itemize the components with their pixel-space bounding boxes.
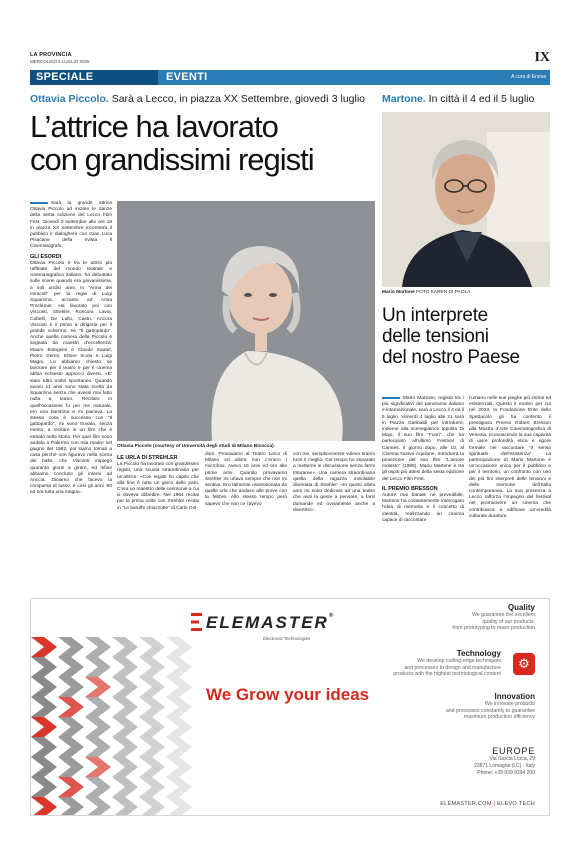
martone-portrait-illustration (382, 112, 550, 287)
pattern-chevron (58, 797, 84, 816)
feature-quality: Quality We guarantee the excellent quality of our products, from prototyping to mass production (452, 603, 535, 631)
column-1-body: Ottavia Piccolo è tra le attrici più raffinate del mondo teatrale e cinematografico italiano, ha debuttato sulle scene quando era giovanissima, a soli undici anni, in “Anna dei miracoli” per la regia di Luigi Squarzina, accanto ad Anna Proclemer. Ha lavorato poi con Visconti, Strehler, Ronconi, Lavia, Cobelli, De Lullo, Castri. Ancora Visconti è il primo a dirigerla per il grande schermo, ne “Il gattopardo”. Anche quella carriera della Piccolo è segnata da maestri d’eccellenza: Mauro Bolognini e Claude Sautet, Pietro Germi, Ettore Scola e Luigi Magni. Lo abbiamo chiesto se lavorare per il teatro e per il cinema abbia richiesto approcci diversi. «È’ stato tutto molto spontaneo. Quando avevo 11 anni sono stata scelta da Squarzina senza che avessi mai fatto nulla a teatro. Recitare in quell’occasione fu per me naturale, ero una bambina e mi piaceva. La stessa cosa è successa con “Il gattopardo”, mi sono trovata, senza merito, a recitare in un film che è entrato nella storia. Per quel film sono andata a Palermo con mia madre nel giugno del 1962, poi siamo tornati a casa perché non figuravo nella scena del ballo, che Visconti impiegò quaranta giorni a girare, ed infine abbiamo concluso gli interni ad Ariccia. Diciamo che facevo la comparsa di lusso, è così gli anni ‘60 ed era tutta una magia». (30, 260, 112, 496)
pattern-chevron (166, 677, 192, 697)
pattern-chevron (166, 697, 192, 717)
right-headline-line-1: Un interprete (382, 305, 488, 326)
elemaster-logo-text: ELEMASTER® (206, 613, 336, 632)
pattern-chevron (31, 797, 57, 816)
pattern-chevron (166, 757, 192, 777)
pattern-chevron (139, 717, 165, 737)
headline-line-1: L’attrice ha lavorato (30, 109, 278, 144)
pattern-chevron (112, 737, 138, 757)
subhead-bresson: IL PREMIO BRESSON (382, 485, 438, 492)
ad-link-elevo[interactable]: ELEVO.TECH (497, 801, 535, 807)
intro-text: Sarà la grande attrice Ottavia Piccolo ad inizare le danze della sesta edizione del Lecco Film Fest. Giovedì 3 settembre alle ore 18 in piazza XX settembre incontrerà il pubblico e dialogherà con Gian Luca Pisacane della rivista Il Cinematografo. (30, 201, 112, 250)
technology-chip-icon: ⚙ (513, 653, 535, 675)
left-article-column-4 (293, 452, 375, 514)
pattern-chevron (58, 637, 84, 657)
elemaster-advertisement[interactable] (30, 598, 550, 816)
main-photo-caption: Ottavia Piccolo (courtesy of Università degli studi di Milano Bicocca) (117, 444, 274, 449)
pattern-chevron (31, 717, 57, 737)
pattern-chevron (139, 657, 165, 677)
pattern-chevron (85, 777, 111, 797)
pattern-chevron (166, 657, 192, 677)
pattern-chevron (85, 697, 111, 717)
pattern-chevron (139, 677, 165, 697)
subhead-esordi: GLI ESORDI (30, 253, 62, 260)
right-article-kicker (382, 93, 552, 106)
pattern-chevron (112, 717, 138, 737)
portrait-illustration (117, 201, 375, 441)
left-article-column-1 (30, 201, 112, 497)
pattern-chevron (58, 757, 84, 777)
ad-address-1: Via Garcia Lorca, 29 (489, 756, 535, 762)
pattern-chevron (58, 737, 84, 757)
kicker-name: Ottavia Piccolo. (30, 93, 109, 105)
pattern-chevron (139, 637, 165, 657)
pattern-chevron (112, 677, 138, 697)
left-article-column-2 (117, 452, 199, 512)
column-3-body: doni. Provavamo al Teatro Lirico di Milano ed allora non c’erano i microfoni. Avevo 15 anni ed ero alle prime armi. Quando provavamo Strehler mi urlava sempre che non mi sentiva. Ero talmente ossessionata da quelle urla che andavo alle prove con la febbre. Allo stesso tempo però sapevo che non ce l’avevo (205, 452, 287, 507)
pattern-chevron (166, 717, 192, 737)
pattern-chevron (85, 657, 111, 677)
pattern-chevron (31, 777, 57, 797)
pattern-chevron (85, 737, 111, 757)
pattern-chevron (58, 677, 84, 697)
ad-phone: Phone: +39 039 9394 200 (477, 770, 535, 776)
right-intro-dash (382, 397, 400, 399)
pattern-chevron (31, 697, 57, 717)
pattern-chevron (139, 737, 165, 757)
ad-link-elemaster[interactable]: ELEMASTER.COM (440, 801, 492, 807)
elemaster-subtitle: Electronic Technologies (263, 636, 311, 641)
pattern-chevron (58, 657, 84, 677)
ad-region-title: EUROPE (492, 746, 535, 756)
pattern-chevron (85, 677, 111, 697)
pattern-chevron (166, 797, 192, 816)
pattern-chevron (166, 777, 192, 797)
pattern-chevron (85, 757, 111, 777)
right-kicker-rest: In città il 4 ed il 5 luglio (425, 93, 535, 105)
column-2-body: La Piccolo ha lavorato con grandissimi registi, una scuola straordinaria per un’attrice: «Con registi ho capito che alla fine è tutto un gioco delle parti. C’era un maestro delle cerimonie a cui si doveva obbedire. Nel 1964 recitai per la prima volta con Strehler recitai in “Le baruffe chiozzotte” di Carlo Gol- (117, 462, 199, 511)
right-headline-line-2: delle tensioni (382, 326, 489, 347)
circuit-pattern-graphic (31, 637, 196, 816)
headline-line-2: con grandissimi registi (30, 142, 314, 177)
ad-address-2: 23871 Lomagna (LC) · Italy (474, 763, 535, 769)
pattern-chevron (112, 637, 138, 657)
pattern-chevron (31, 657, 57, 677)
ad-footer-links (440, 801, 535, 807)
right-column-1-body: Mario Martone, regista tra i più significativi del panorama italiano e internazionale, sarà a Lecco il 4 ed il 5 luglio. Venerdì 4 luglio alle 21 sarà in Piazza Garibaldi per introdurre, insieme alla scenegiatrice Ippolita Di Majo, il suo film “Fuori”, che ha partecipato all’ultimo Festival di Cannes. Il giorno dopo, alle 10, al Cinema Nuovo Aquilone, introdurrà la proiezione del suo film “L’amore molesto” (1995). Mario Martone è tra gli ospiti più attesi della sesta edizione del Lecco Film Fest. (382, 396, 464, 482)
section-label-eventi: EVENTI (166, 71, 208, 83)
right-column-1-body-2: Autore mai banale né prevedibile, Martone ha costantemente interrogato l’idea di memoria e il concetto di identità, realizzando un cinema capace di raccontare (382, 493, 464, 523)
pattern-chevron (31, 737, 57, 757)
kicker-rest: Sarà a Lecco, in piazza XX Settembre, giovedì 3 luglio (108, 93, 366, 105)
pattern-chevron (112, 657, 138, 677)
pattern-chevron (31, 677, 57, 697)
issue-date: MERCOLEDÌ 2 LUGLIO 2025 (30, 59, 90, 64)
pattern-chevron (85, 637, 111, 657)
pattern-chevron (139, 697, 165, 717)
section-bar (30, 70, 550, 85)
pattern-chevron (166, 737, 192, 757)
mario-martone-photo (382, 112, 550, 287)
intro-dash (30, 202, 48, 204)
feature-technology: Technology We develop cutting-edge techniques and processes to design and manufacture products with the highest technological content (393, 649, 501, 677)
right-article-headline (382, 305, 552, 368)
ad-headline: We Grow your ideas (206, 685, 370, 704)
section-label-speciale: SPECIALE (30, 70, 158, 85)
right-photo-caption (382, 290, 470, 295)
pattern-chevron (139, 797, 165, 816)
ottavia-piccolo-photo (117, 201, 375, 441)
pattern-chevron (112, 777, 138, 797)
ad-link-separator: | (493, 801, 496, 807)
pattern-chevron (85, 717, 111, 737)
pattern-chevron (31, 757, 57, 777)
pattern-chevron (112, 797, 138, 816)
pattern-chevron (112, 697, 138, 717)
pattern-chevron (139, 757, 165, 777)
section-credit: A cura di Enova (510, 74, 546, 80)
pattern-chevron (85, 797, 111, 816)
right-headline-line-3: del nostro Paese (382, 347, 520, 368)
pattern-chevron (166, 637, 192, 657)
right-kicker-name: Martone. (382, 93, 426, 105)
right-caption-name: Mario Martone (382, 290, 415, 295)
left-article-kicker (30, 93, 375, 106)
ad-contact-block (474, 746, 535, 777)
column-4-body: con me, semplicemente voleva tirarmi fuori il meglio. Col tempo ho imparato a mettermi in discussione senza farmi trituraree». Una carriera straordinaria quella della ragazza inviolabile diventata di Strehler: «In questi ultimi anni mi sono dedicata ad una teatro che aiuti la gente a pensare, a farsi domande ed ovviamente anche a divertirsi». (293, 452, 375, 513)
newspaper-brand: LA PROVINCIA (30, 52, 72, 58)
pattern-chevron (58, 717, 84, 737)
pattern-chevron (58, 777, 84, 797)
right-column-2-body: l’umano nelle sue pieghe più intime ed esistenziali. Questo il motivo per cui nel 2023, la Fondazione Ente dello Spettacolo gli ha conferito il prestigioso Premio Robert Bresson alla Mostra d’Arte Cinematografica di Venezia, riconoscendo la sua capacità di unire profondità etica e rigore formale nel raccontare “il senso spirituale dell’esistenza”. La partecipazione di Mario Martone è un’occasione unica per il pubblico e per il territorio, un confronto con uno dei più fini interpreti delle tensioni e delle memorie dell’Italia contemporanea. La sua presenza a Lecco rafforza l’impegno del festival nel promuovere un cinema che contribuisca a edificare un’eredità culturale durature. (469, 396, 551, 519)
page-number: IX (534, 50, 550, 65)
right-article-column-1 (382, 396, 464, 524)
subhead-strehler: LE URLA DI STREHLER (117, 455, 178, 461)
pattern-chevron (58, 697, 84, 717)
elemaster-logo-icon (191, 613, 202, 631)
feature-innovation: Innovation We innovate products and processes constantly to guarantee maximum production efficiency (445, 692, 535, 720)
left-article-headline (30, 110, 375, 176)
right-article-column-2 (469, 396, 551, 520)
pattern-chevron (31, 637, 57, 657)
pattern-chevron (139, 777, 165, 797)
right-caption-credit: FOTO KAREN DI PAOLA (414, 290, 471, 295)
pattern-chevron (112, 757, 138, 777)
left-article-column-3 (205, 452, 287, 508)
